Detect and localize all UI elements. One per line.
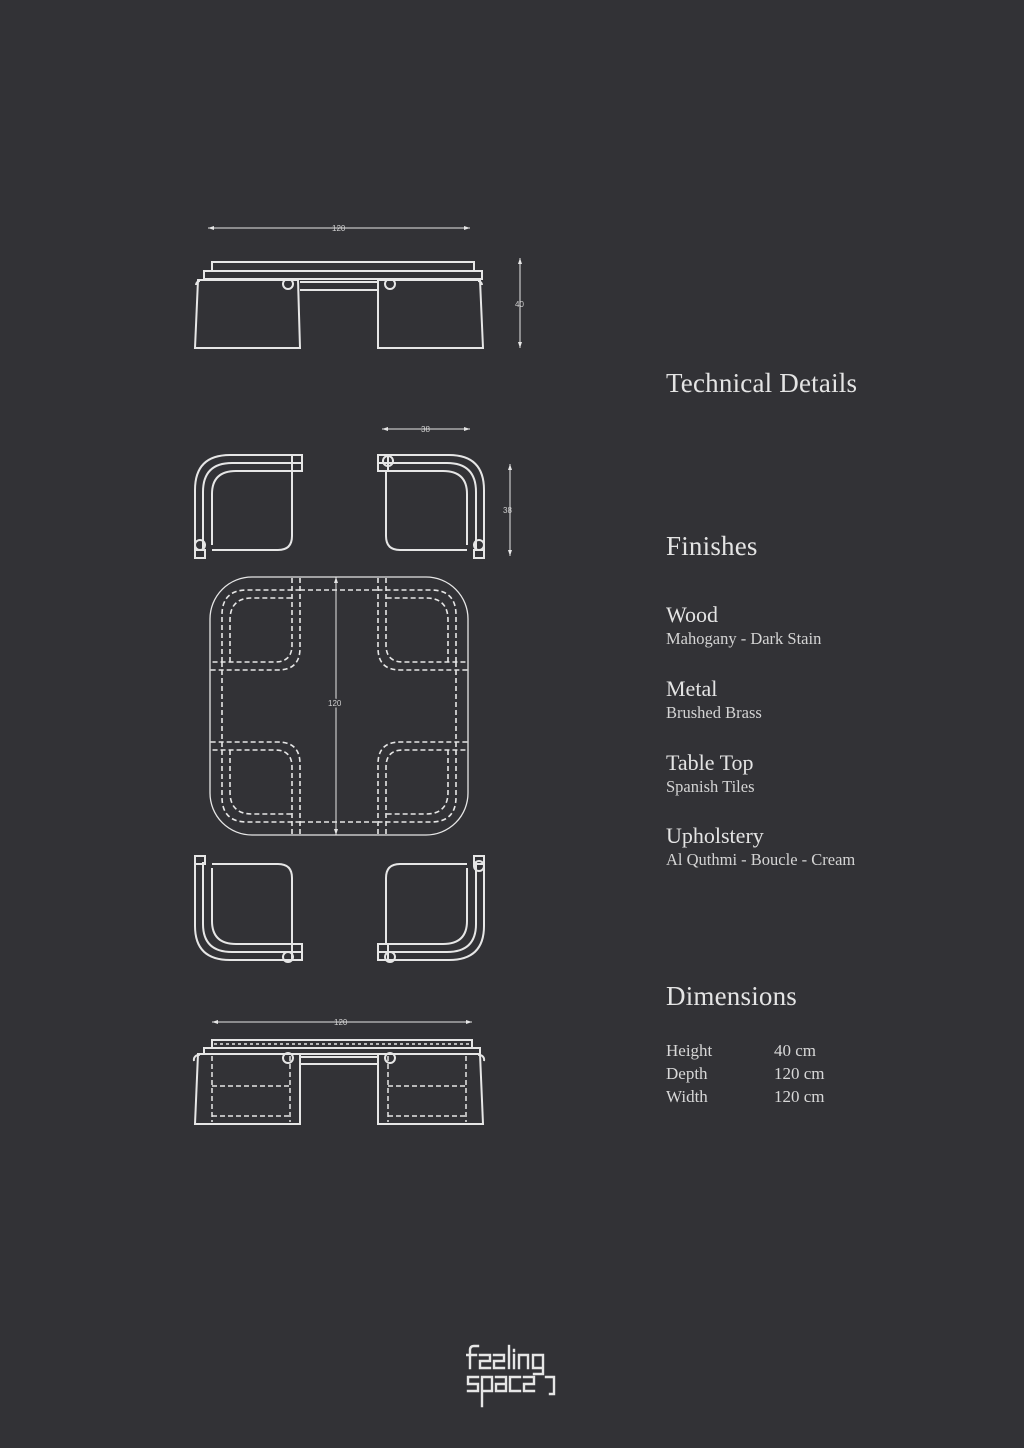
finish-tabletop-value: Spanish Tiles <box>666 777 755 796</box>
dimension-label: Width <box>666 1087 708 1106</box>
dimension-label: Depth <box>666 1064 708 1083</box>
dim-chair-depth: 38 <box>503 506 512 515</box>
finish-metal-value: Brushed Brass <box>666 703 762 722</box>
page-title: Technical Details <box>666 368 858 398</box>
finish-wood-value: Mahogany - Dark Stain <box>666 629 822 648</box>
dim-front-width: 120 <box>332 224 346 233</box>
finish-metal-label: Metal <box>666 676 718 701</box>
dimensions-heading: Dimensions <box>666 981 798 1011</box>
dimension-row-height <box>666 1041 816 1061</box>
finish-tabletop-label: Table Top <box>666 750 754 775</box>
dim-chair-width: 38 <box>421 425 430 434</box>
finish-upholstery-label: Upholstery <box>666 823 764 848</box>
chair-views-top <box>195 425 512 558</box>
dimension-row-width <box>666 1087 825 1107</box>
dim-front-height: 40 <box>515 300 524 309</box>
chair-views-bottom <box>195 856 484 962</box>
front-elevation <box>195 224 524 348</box>
bottom-elevation <box>194 1018 484 1124</box>
finishes-heading: Finishes <box>666 531 758 561</box>
dim-bottom-width: 120 <box>334 1018 348 1027</box>
plan-view <box>210 577 468 835</box>
dimension-value: 40 cm <box>774 1041 817 1060</box>
finish-wood-label: Wood <box>666 602 719 627</box>
dimension-value: 120 cm <box>774 1064 825 1083</box>
dimension-value: 120 cm <box>774 1087 825 1106</box>
dimension-label: Height <box>666 1041 713 1060</box>
dimension-row-depth <box>666 1064 825 1084</box>
finish-upholstery-value: Al Quthmi - Boucle - Cream <box>666 850 856 869</box>
brand-logo <box>466 1344 560 1408</box>
dim-top-size: 120 <box>328 699 342 708</box>
